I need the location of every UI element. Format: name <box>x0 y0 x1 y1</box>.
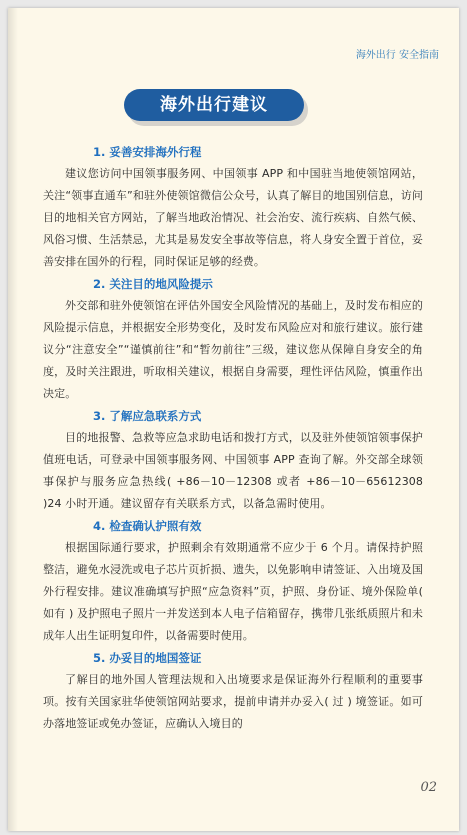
section-body-4: 根据国际通行要求，护照剩余有效期通常不应少于 6 个月。请保持护照整洁，避免水浸洗或电子芯片页折损、遗失，以免影响申请签证、入出境及国外行程安排。建议准确填写护照“应急资料”页，护照、身份证、境外保险单( 如有 ) 及护照电子照片一并发送到本人电子信箱留存，携带几张纸质照片和未成年人出生证明复印件，以备需要时使用。 <box>43 541 423 642</box>
spine-shadow <box>8 8 18 831</box>
section-banner <box>124 89 308 129</box>
section-heading-3: 3. 了解应急联系方式 <box>93 409 202 423</box>
section-body-2: 外交部和驻外使领馆在评估外国安全风险情况的基础上，及时发布相应的风险提示信息，并根据安全形势变化，及时发布风险应对和旅行建议。旅行建议分“注意安全”“谨慎前往”和“暂勿前往”三级，建议您从保障自身安全的角度，及时关注跟进，听取相关建议，根据自身需要，理性评估风险，慎重作出决定。 <box>43 299 423 400</box>
section-heading-2: 2. 关注目的地风险提示 <box>93 277 213 291</box>
section-body-1: 建议您访问中国领事服务网、中国领事 APP 和中国驻当地使领馆网站，关注“领事直通车”和驻外使领馆微信公众号，认真了解目的地国别信息，访问目的地相关官方网站，了解当地政治情况、社会治安、流行疾病、自然气候、风俗习惯、生活禁忌，尤其是易发安全事故等信息，将人身安全置于首位，妥善安排在国外的行程，同时保证足够的经费。 <box>43 167 423 268</box>
section-heading-4: 4. 检查确认护照有效 <box>93 519 202 533</box>
document-page <box>8 8 459 831</box>
section-body-3: 目的地报警、急救等应急求助电话和拨打方式，以及驻外使领馆领事保护值班电话，可登录中国领事服务网、中国领事 APP 查询了解。外交部全球领事保护与服务应急热线( +86－10－12308 或者 +86－10－65612308 )24 小时开通。建议留存有关联系方式，以备急需时使用。 <box>43 431 423 510</box>
banner-title: 海外出行建议 <box>124 89 304 121</box>
page-number: 02 <box>420 780 437 795</box>
article-body <box>43 141 423 735</box>
running-title: 海外出行 安全指南 <box>355 50 439 61</box>
section-heading-1: 1. 妥善安排海外行程 <box>93 145 202 159</box>
section-heading-5: 5. 办妥目的地国签证 <box>93 651 202 665</box>
section-body-5: 了解目的地外国人管理法规和入出境要求是保证海外行程顺利的重要事项。按有关国家驻华使领馆网站要求，提前申请并办妥入( 过 ) 境签证。如可办落地签证或免办签证，应确认入境目的 <box>43 673 423 730</box>
